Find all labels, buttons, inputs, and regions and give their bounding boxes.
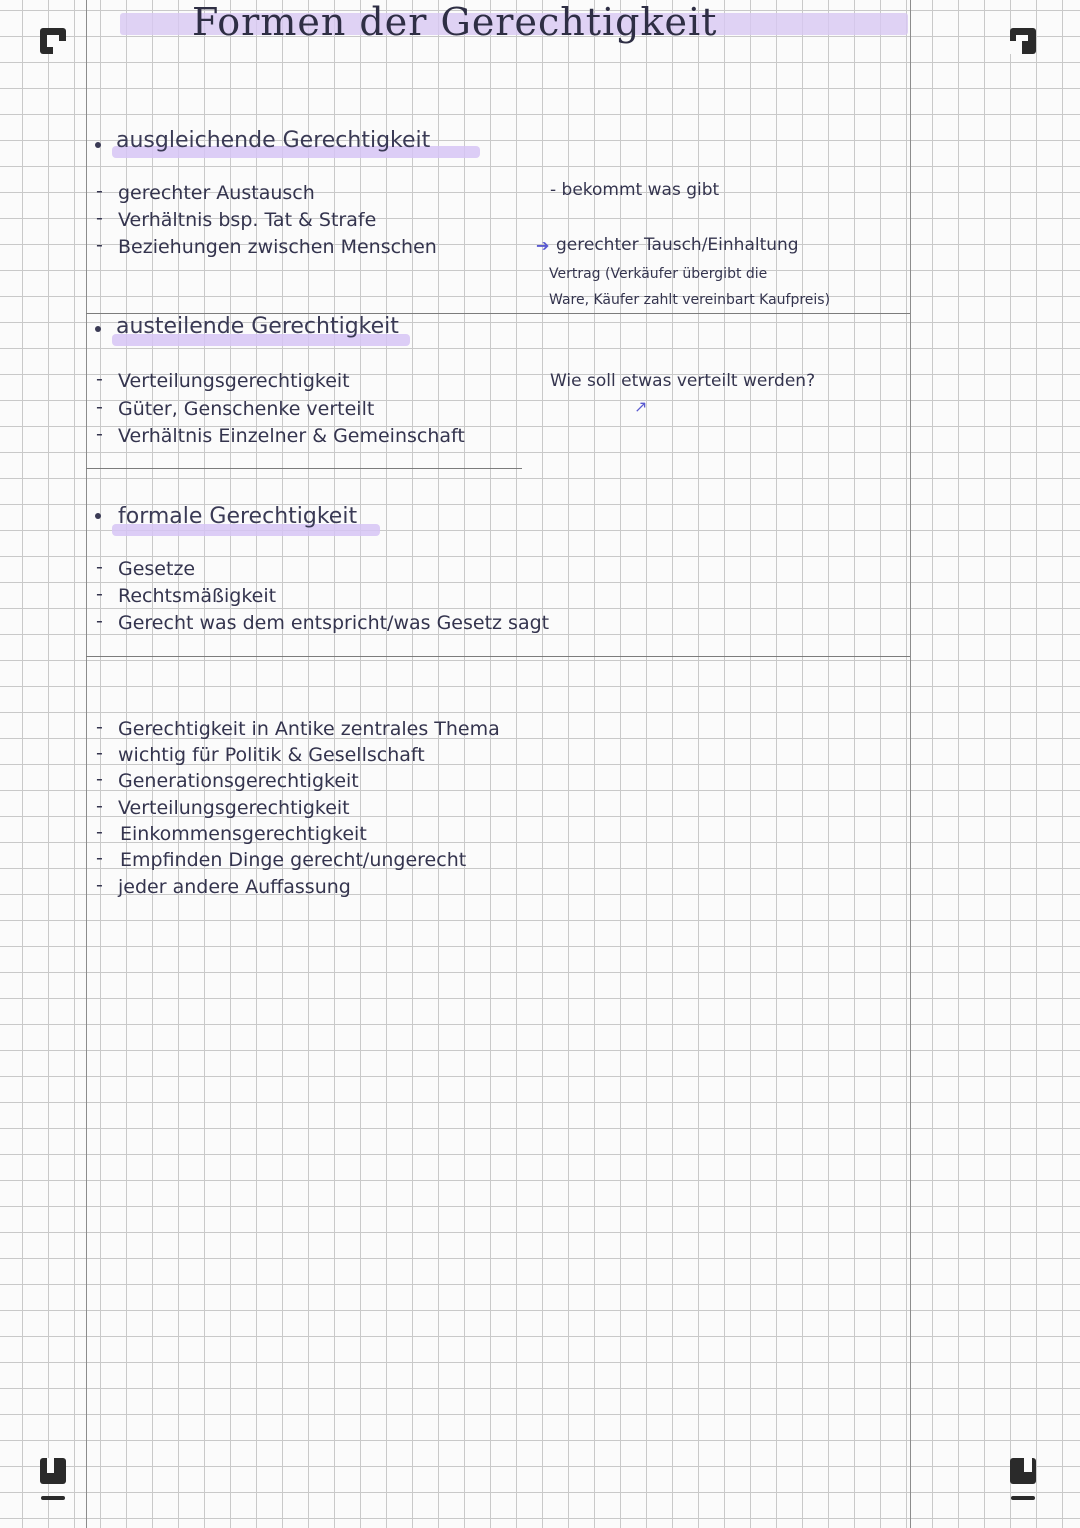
list-dash: - xyxy=(96,180,103,202)
general-item: Verteilungsgerechtigkeit xyxy=(118,797,350,819)
section-2-note: Wie soll etwas verteilt werden? xyxy=(550,371,816,391)
list-dash: - xyxy=(96,556,103,578)
general-item: Empfinden Dinge gerecht/ungerecht xyxy=(120,849,467,871)
section-1-note: Ware, Käufer zahlt vereinbart Kaufpreis) xyxy=(549,292,831,308)
section-3-item: Gesetze xyxy=(118,558,196,580)
section-2-item: Güter, Genschenke verteilt xyxy=(118,398,375,420)
general-item: Gerechtigkeit in Antike zentrales Thema xyxy=(118,718,500,740)
list-dash: - xyxy=(96,207,103,229)
list-dash: - xyxy=(96,742,103,764)
section-1-heading: ausgleichende Gerechtigkeit xyxy=(116,128,431,153)
section-3-item: Rechtsmäßigkeit xyxy=(118,585,277,607)
page-title: Formen der Gerechtigkeit xyxy=(192,0,718,44)
list-dash: - xyxy=(96,821,103,843)
general-item: Einkommensgerechtigkeit xyxy=(120,823,367,845)
section-1-note: - bekommt was gibt xyxy=(550,180,720,200)
list-dash: - xyxy=(96,583,103,605)
list-dash: - xyxy=(96,795,103,817)
general-item: Generationsgerechtigkeit xyxy=(118,770,359,792)
left-margin-line xyxy=(86,0,87,1528)
arrow-icon: ↗ xyxy=(634,397,648,416)
section-1-note: Vertrag (Verkäufer übergibt die xyxy=(549,266,768,282)
section-2-item: Verhältnis Einzelner & Gemeinschaft xyxy=(118,425,465,447)
list-dash: - xyxy=(96,234,103,256)
list-dash: - xyxy=(96,716,103,738)
section-3-item: Gerecht was dem entspricht/was Gesetz sagt xyxy=(118,612,550,634)
list-dash: - xyxy=(96,396,103,418)
list-dash: - xyxy=(96,874,103,896)
section-1-bullet xyxy=(95,142,101,148)
section-1-item: Verhältnis bsp. Tat & Strafe xyxy=(118,209,377,231)
section-2-bullet xyxy=(95,326,101,332)
arrow-icon: ➔ xyxy=(536,236,550,255)
section-2-item: Verteilungsgerechtigkeit xyxy=(118,370,350,392)
list-dash: - xyxy=(96,768,103,790)
list-dash: - xyxy=(96,847,103,869)
list-dash: - xyxy=(96,368,103,390)
section-1-item: gerechter Austausch xyxy=(118,182,315,204)
section-3-bullet xyxy=(95,513,101,519)
section-1-item: Beziehungen zwischen Menschen xyxy=(118,236,437,258)
list-dash: - xyxy=(96,610,103,632)
general-item: wichtig für Politik & Gesellschaft xyxy=(118,744,425,766)
section-3-heading: formale Gerechtigkeit xyxy=(118,504,358,529)
section-divider xyxy=(86,468,522,469)
section-1-note: gerechter Tausch/Einhaltung xyxy=(556,235,799,255)
right-margin-line xyxy=(910,0,911,1528)
section-divider xyxy=(86,656,910,657)
list-dash: - xyxy=(96,423,103,445)
general-item: jeder andere Auffassung xyxy=(118,876,351,898)
section-2-heading: austeilende Gerechtigkeit xyxy=(116,314,399,339)
